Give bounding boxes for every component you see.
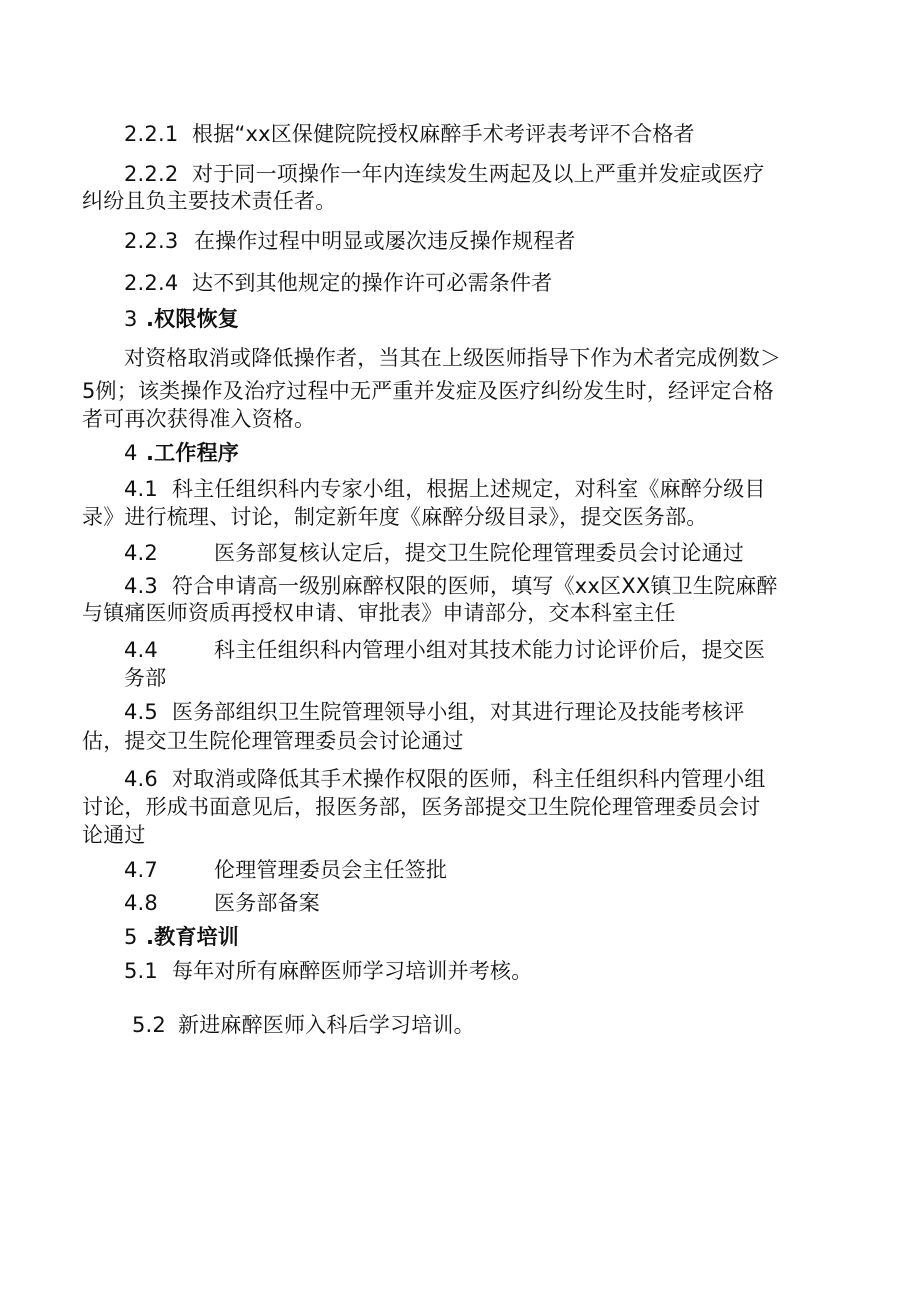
item-text: 纠纷且负主要技术责任者。 bbox=[82, 189, 337, 213]
item-text: 估，提交卫生院伦理管理委员会讨论通过 bbox=[82, 729, 464, 753]
item-number: 2.2.4 bbox=[124, 271, 179, 295]
section-5-heading bbox=[124, 924, 239, 950]
item-number: 4.1 bbox=[124, 477, 158, 501]
section-number: 5 bbox=[124, 925, 138, 949]
item-4-5 bbox=[124, 699, 744, 725]
paragraph-text: 5例；该类操作及治疗过程中无严重并发症及医疗纠纷发生时，经评定合格 bbox=[82, 379, 774, 403]
item-text: 讨论，形成书面意见后，报医务部，医务部提交卫生院伦理管理委员会讨 bbox=[82, 795, 761, 819]
item-4-7 bbox=[124, 857, 447, 883]
item-text: 科主任组织科内管理小组对其技术能力讨论评价后，提交医 bbox=[214, 638, 766, 662]
item-number: 2.2.3 bbox=[124, 229, 179, 253]
item-2-2-2 bbox=[124, 161, 764, 187]
item-text: 对取消或降低其手术操作权限的医师，科主任组织科内管理小组 bbox=[172, 767, 766, 791]
section-title: .权限恢复 bbox=[146, 307, 239, 331]
item-text: 每年对所有麻醉医师学习培训并考核。 bbox=[172, 959, 533, 983]
section-number: 4 bbox=[124, 441, 138, 465]
item-number: 2.2.1 bbox=[124, 122, 179, 146]
item-5-2 bbox=[132, 1012, 475, 1038]
item-number: 4.4 bbox=[124, 638, 158, 662]
item-text: 根据“xx区保健院院授权麻醉手术考评表考评不合格者 bbox=[192, 122, 695, 146]
item-text: 医务部备案 bbox=[214, 891, 320, 915]
item-4-6-continued bbox=[82, 794, 760, 820]
section-3-heading bbox=[124, 306, 239, 332]
item-text: 务部 bbox=[124, 666, 167, 690]
item-text: 医务部组织卫生院管理领导小组，对其进行理论及技能考核评 bbox=[172, 700, 745, 724]
item-text: 符合申请高一级别麻醉权限的医师，填写《xx区XX镇卫生院麻醉 bbox=[172, 574, 778, 598]
item-number: 5.1 bbox=[124, 959, 158, 983]
paragraph-text: 对资格取消或降低操作者，当其在上级医师指导下作为术者完成例数＞ bbox=[124, 346, 782, 370]
item-text: 医务部复核认定后，提交卫生院伦理管理委员会讨论通过 bbox=[214, 541, 744, 565]
section-title: .工作程序 bbox=[146, 441, 239, 465]
item-number: 5.2 bbox=[132, 1013, 166, 1037]
paragraph-text: 者可再次获得准入资格。 bbox=[82, 407, 316, 431]
item-4-1 bbox=[124, 476, 766, 502]
item-text: 与镇痛医师资质再授权申请、审批表》申请部分，交本科室主任 bbox=[82, 601, 676, 625]
item-4-3-continued bbox=[82, 600, 676, 626]
item-text: 录》进行梳理、讨论，制定新年度《麻醉分级目录》，提交医务部。 bbox=[82, 505, 708, 529]
item-number: 4.8 bbox=[124, 891, 158, 915]
item-4-4 bbox=[124, 637, 765, 663]
section-number: 3 bbox=[124, 307, 138, 331]
item-text: 新进麻醉医师入科后学习培训。 bbox=[178, 1013, 475, 1037]
item-number: 4.5 bbox=[124, 700, 158, 724]
item-4-6 bbox=[124, 766, 766, 792]
item-4-3 bbox=[124, 573, 778, 599]
item-2-2-4 bbox=[124, 270, 552, 296]
item-text: 科主任组织科内专家小组，根据上述规定，对科室《麻醉分级目 bbox=[172, 477, 766, 501]
item-text: 在操作过程中明显或屡次违反操作规程者 bbox=[194, 229, 576, 253]
paragraph-line bbox=[82, 378, 774, 404]
item-text: 达不到其他规定的操作许可必需条件者 bbox=[192, 271, 553, 295]
item-number: 4.3 bbox=[124, 574, 158, 598]
item-4-4-continued bbox=[124, 665, 166, 691]
item-5-1 bbox=[124, 958, 532, 984]
item-number: 2.2.2 bbox=[124, 162, 179, 186]
item-text: 伦理管理委员会主任签批 bbox=[214, 858, 448, 882]
paragraph-line bbox=[124, 345, 781, 371]
item-4-1-continued bbox=[82, 504, 708, 530]
item-2-2-3 bbox=[124, 228, 576, 254]
item-number: 4.2 bbox=[124, 541, 158, 565]
item-4-6-continued bbox=[82, 822, 146, 848]
item-4-8 bbox=[124, 890, 320, 916]
item-2-2-2-continued bbox=[82, 188, 336, 214]
item-4-5-continued bbox=[82, 728, 464, 754]
item-number: 4.6 bbox=[124, 767, 158, 791]
section-title: .教育培训 bbox=[146, 925, 239, 949]
item-2-2-1 bbox=[124, 121, 695, 147]
section-4-heading bbox=[124, 440, 239, 466]
item-number: 4.7 bbox=[124, 858, 158, 882]
item-4-2 bbox=[124, 540, 744, 566]
item-text: 论通过 bbox=[82, 823, 146, 847]
item-text: 对于同一项操作一年内连续发生两起及以上严重并发症或医疗 bbox=[192, 162, 765, 186]
paragraph-line bbox=[82, 406, 315, 432]
